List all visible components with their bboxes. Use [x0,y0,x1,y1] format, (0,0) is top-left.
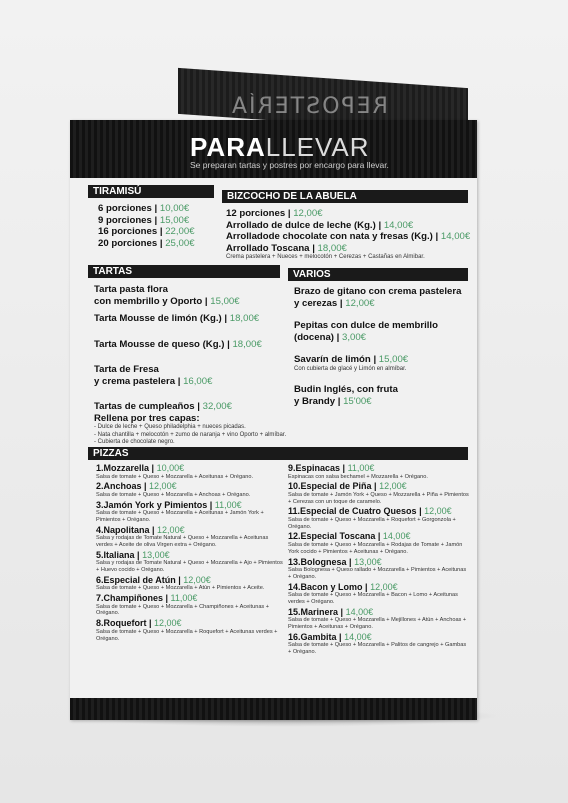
pizza-title: 11.Especial de Cuatro Quesos | 12,00€ [288,506,452,517]
varios-line2-text: y Brandy [294,395,336,407]
pizza-title: 12.Especial Toscana | 14,00€ [288,531,411,542]
pizza-title: 3.Jamón York y Pimientos | 11,00€ [96,499,242,510]
item-name: Arrollado Toscana [226,242,310,254]
pizza-item [96,575,286,592]
pizza-item [288,582,470,606]
varios-line1: Brazo de gitano con crema pastelera [294,286,462,297]
varios-line1: Savarín de limón | 15,00€ [294,354,409,365]
pizza-item [96,550,286,574]
spacer [94,325,286,339]
pizza-name: 7.Champiñones [96,593,164,604]
item-price: 15,00€ [210,295,240,307]
tarta-line2: con membrillo y Oporto | 15,00€ [94,295,240,307]
section-bar-tartas: TARTAS [88,265,280,278]
pizza-name: 5.Italiana [96,549,135,560]
pizza-price: 14,00€ [382,531,411,542]
pizza-name: 8.Roquefort [96,618,147,629]
pizza-desc: Salsa de tomate + Queso + Mozzarella + Atún + Pimientos + Aceite. [96,585,265,592]
spacer [294,309,461,320]
varios-list [294,286,461,407]
pizza-name: 11.Especial de Cuatro Quesos [288,506,417,517]
item-name: Tarta Mousse de limón (Kg.) [94,313,222,324]
pizza-item [96,463,286,480]
tarta-line2-text: con membrillo y Oporto [94,295,203,307]
section-bar-varios: VARIOS [288,268,468,281]
item-price: 18,00€ [229,313,260,324]
pizza-item [288,531,470,555]
pizza-item [288,481,470,505]
item-price: 10,00€ [159,203,190,214]
pizza-price: 11,00€ [214,499,242,510]
pizza-desc: Salsa de tomate + Queso + Mozzarella + Palitos de cangrejo + Gambas + Orégano. [288,642,467,656]
pizza-name: 6.Especial de Atún [96,574,176,585]
varios-item [294,286,461,309]
pizza-desc: Salsa de tomate + Queso + Mozzarella + Bacon + Lomo + Aceitunas verdes + Orégano. [288,592,458,605]
capas-title: Rellena por tres capas: [94,412,200,424]
section-bar-pizzas: PIZZAS [88,447,468,460]
item-name: Tartas de cumpleaños [94,401,195,412]
pizza-desc: Salsa de tomate + Queso + Mozzarella + Anchoas + Orégano. [96,491,251,498]
pizza-desc: Salsa de tomate + Queso + Mozzarella + Aceitunas + Jamón York + Pimientos + Orégano. [96,510,264,523]
pizza-desc: Salsa de tomate + Queso + Mozzarella + Aceitunas + Orégano. [96,473,254,480]
varios-line2-text: (docena) [294,331,334,343]
tarta-line1: Tarta pasta flora [94,284,168,295]
pizza-name: 15.Marinera [288,606,339,617]
pizza-title: 13.Bolognesa | 13,00€ [288,556,382,567]
menu-footer [70,698,477,720]
pizza-item [96,500,286,524]
pizza-title: 7.Champiñones | 11,00€ [96,593,198,604]
brand-light: LLEVAR [265,132,370,162]
pizza-title: 14.Bacon y Lomo | 12,00€ [288,581,398,592]
pizza-price: 13,00€ [142,549,170,560]
varios-item [294,354,461,373]
varios-line2-text: y cerezas [294,297,338,309]
item-price: 3,00€ [342,331,367,343]
pizza-item [288,506,470,530]
brand-bold: PARA [190,132,266,162]
item-price: 12,00€ [345,297,375,309]
item-price: 22,00€ [165,226,195,237]
back-cover-title: REPOSTERÍA [230,94,388,119]
pizza-item [96,481,286,498]
item-price: 15,00€ [378,354,409,365]
pizza-desc: Salsa y rodajas de Tomate Natural + Queso + Mozzarella + Ajo + Pimientos + Huevo cocido + Orégano. [96,560,283,574]
varios-line2: y cerezas | 12,00€ [294,297,375,309]
tiramisu-item: 6 porciones | 10,00€ [98,203,190,214]
item-price: 12,00€ [293,208,323,219]
pizza-title: 8.Roquefort | 12,00€ [96,618,182,629]
pizza-item [96,618,286,642]
varios-line1: Pepitas con dulce de membrillo [294,320,438,331]
pizza-item [288,557,470,581]
pizza-desc: Salsa de tomate + Queso + Mozzarella + Roquefort + Aceitunas verdes + Orégano. [96,628,278,642]
pizza-name: 14.Bacon y Lomo [288,581,363,592]
item-price: 18,00€ [317,242,347,254]
pizza-price: 12,00€ [149,481,177,492]
pizza-price: 10,00€ [156,463,185,473]
pizza-title: 16.Gambita | 14,00€ [288,631,372,642]
pizza-price: 13,00€ [354,556,382,567]
pizza-desc: Salsa de tomate + Queso + Mozzarella + Roquefort + Gorgonzola + Orégano. [288,516,456,530]
pizza-name: 2.Anchoas [96,481,142,492]
spacer [94,387,286,401]
spacer [94,350,286,364]
pizza-desc: Salsa de tomate + Jamón York + Queso + Mozzarella + Piña + Pimientos + Cerezas con un toque de caramelo. [288,491,469,505]
pizza-name: 16.Gambita [288,631,337,642]
bizcocho-item: Arrolladode chocolate con nata y fresas (Kg.) | 14,00€ [226,231,471,242]
item-price: 14,00€ [383,219,414,231]
pizza-desc: Salsa Bolognesa + Queso rallado + Mozzarella + Pimientos + Aceitunas + Orégano. [288,567,467,580]
pizza-name: 12.Especial Toscana [288,531,376,542]
item-price: 25,00€ [165,237,195,249]
pizza-desc: Espinacas con salsa bechamel + Mozzarella + Orégano. [288,473,428,480]
pizza-price: 12,00€ [154,618,182,629]
pizzas-left-column [96,463,286,643]
item-name: Arrolladode chocolate con nata y fresas (Kg.) [226,231,433,242]
item-price: 32,00€ [202,401,232,412]
tarta-item [94,284,286,307]
pizza-price: 11,00€ [170,593,198,604]
pizza-item [288,632,470,656]
pizza-desc: Salsa de tomate + Queso + Mozzarella + Rodajas de Tomate + Jamón York cocido + Pimientos + Aceitunas + Orégano. [288,541,463,555]
pizza-price: 12,00€ [379,481,407,492]
tarta-line2-text: y crema pastelera [94,375,176,387]
tarta-item: Tartas de cumpleaños | 32,00€ [94,401,232,412]
capa-line: - Nata chantilla + melocotón + zumo de naranja + vino Oporto + almíbar. [94,431,287,438]
bizcocho-item: Arrollado de dulce de leche (Kg.) | 14,00€ [226,219,414,231]
tagline: Se preparan tartas y postres por encargo para llevar. [190,160,389,170]
pizza-item [288,607,470,631]
varios-line1: Budin Inglés, con fruta [294,384,398,395]
bizcocho-list [226,208,470,262]
item-price: 15,00€ [159,214,190,226]
pizza-name: 4.Napolitana [96,524,150,535]
menu-header [70,120,477,178]
item-name: Arrollado de dulce de leche (Kg.) [226,219,376,231]
pizza-title: 6.Especial de Atún | 12,00€ [96,574,211,585]
tarta-line2: y crema pastelera | 16,00€ [94,375,213,387]
pizza-price: 12,00€ [424,506,452,517]
varios-item [294,384,461,407]
pizza-item [288,463,470,480]
pizzas-right-column [288,463,470,657]
pizza-title: 5.Italiana | 13,00€ [96,549,170,560]
pizza-price: 12,00€ [370,581,398,592]
capa-line: - Dulce de leche + Queso philadelphia + nueces picadas. [94,424,246,430]
item-name: 16 porciones [98,226,158,237]
tarta-item: Tarta Mousse de limón (Kg.) | 18,00€ [94,313,260,324]
varios-item [294,320,461,343]
pizza-name: 3.Jamón York y Pimientos [96,499,208,510]
varios-line2: y Brandy | 15'00€ [294,395,372,407]
section-bar-bizcocho: BIZCOCHO DE LA ABUELA [222,190,468,203]
pizza-name: 9.Espinacas [288,463,341,473]
capa-line: - Cubierta de chocolate negro. [94,439,175,445]
tarta-line1: Tarta de Fresa [94,364,159,375]
pizza-name: 1.Mozzarella [96,463,150,473]
item-name: Savarín de limón [294,354,371,365]
pizza-title: 9.Espinacas | 11,00€ [288,463,375,473]
pizza-desc: Salsa de tomate + Queso + Mozzarella + Mejillones + Atún + Anchoas + Pimientos + Aceitunas + Orégano. [288,617,467,631]
item-price: 15'00€ [343,395,372,407]
item-price: 16,00€ [183,375,213,387]
pizza-name: 13.Bolognesa [288,556,347,567]
bizcocho-item: Arrollado Toscana | 18,00€ [226,242,347,254]
item-name: 12 porciones [226,208,286,219]
varios-note: Con cubierta de glacé y Limón en almíbar. [294,365,407,372]
tiramisu-item: 9 porciones | 15,00€ [98,214,190,226]
pizza-price: 14,00€ [345,606,374,617]
pizza-item [96,525,286,549]
pizza-item [96,593,286,617]
spacer [294,343,461,354]
menu-sheet [70,120,477,720]
tiramisu-list [98,203,195,249]
bizcocho-item: 12 porciones | 12,00€ [226,208,323,219]
pizza-title: 10.Especial de Piña | 12,00€ [288,481,407,492]
pizza-title: 15.Marinera | 14,00€ [288,606,374,617]
tiramisu-item: 20 porciones | 25,00€ [98,237,195,249]
section-bar-tiramisu: TIRAMISÚ [88,185,214,198]
tiramisu-item: 16 porciones | 22,00€ [98,226,195,237]
pizza-title: 4.Napolitana | 12,00€ [96,524,185,535]
tarta-item [94,364,286,387]
pizza-title: 2.Anchoas | 12,00€ [96,481,177,492]
item-price: 18,00€ [232,338,262,350]
item-name: Tarta Mousse de queso (Kg.) [94,338,225,350]
pizza-price: 12,00€ [183,574,211,585]
tartas-list [94,284,286,447]
item-price: 14,00€ [440,231,471,242]
pizza-price: 12,00€ [157,524,185,535]
pizza-desc: Salsa y rodajas de Tomate Natural + Queso + Mozzarella + Aceitunas verdes + Aceite de oliva Virgen extra + Orégano. [96,535,269,548]
pizza-price: 11,00€ [347,463,375,473]
varios-line2: (docena) | 3,00€ [294,331,367,343]
pizza-title: 1.Mozzarella | 10,00€ [96,463,185,473]
item-name: 20 porciones [98,237,158,249]
spacer [294,373,461,384]
pizza-desc: Salsa de tomate + Queso + Mozzarella + Champiñones + Aceitunas + Orégano. [96,603,270,617]
bizcocho-note: Crema pastelera + Nueces + melocotón + Cerezas + Castañas en Almibar. [226,254,425,260]
pizza-name: 10.Especial de Piña [288,481,372,492]
brand-title [190,132,370,163]
item-name: 9 porciones [98,214,152,226]
item-name: 6 porciones [98,203,152,214]
pizza-price: 14,00€ [344,631,372,642]
tarta-item: Tarta Mousse de queso (Kg.) | 18,00€ [94,338,262,350]
